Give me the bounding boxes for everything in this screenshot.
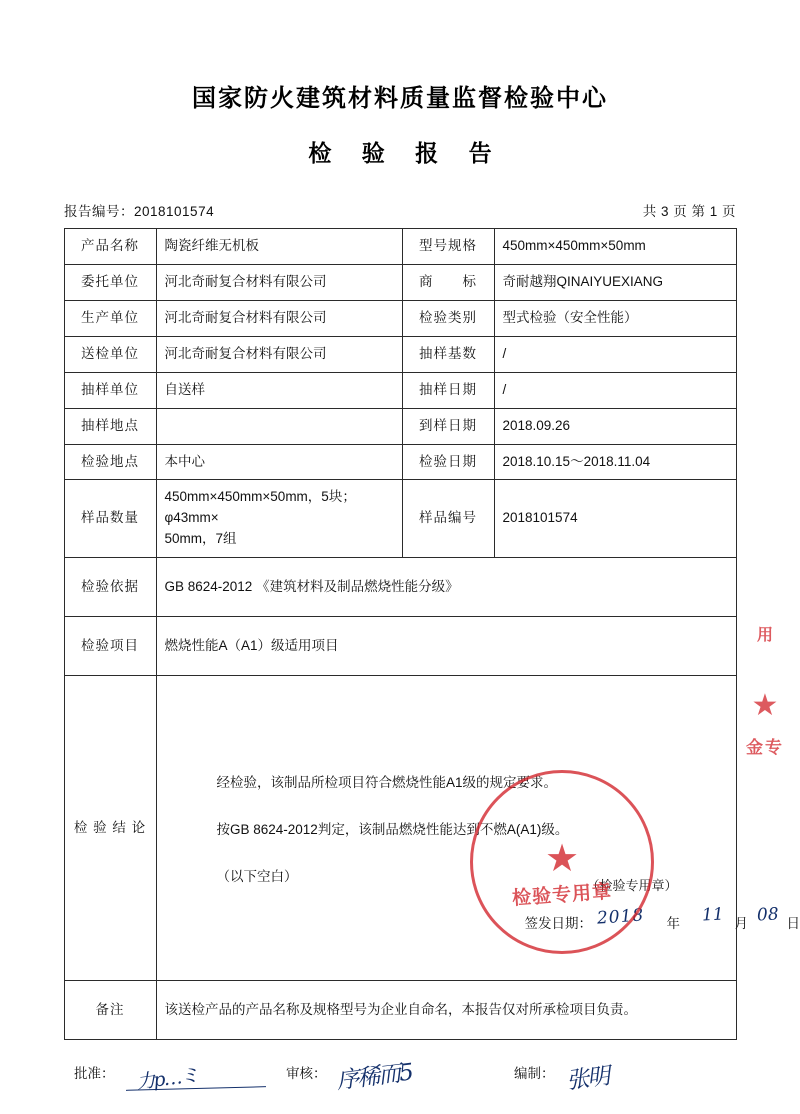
row-label-manufacturer: 生产单位 bbox=[64, 300, 156, 336]
side-seal-stamp bbox=[736, 620, 794, 785]
row-value-sample-number: 2018101574 bbox=[494, 480, 736, 558]
review-label: 审核： bbox=[286, 1066, 327, 1081]
sample-quantity-line-2: 50mm，7组 bbox=[165, 529, 394, 550]
row-value-inspection-basis: GB 8624-2012 《建筑材料及制品燃烧性能分级》 bbox=[156, 558, 736, 617]
edit-label: 编制： bbox=[514, 1066, 555, 1081]
row-value-arrival-date: 2018.09.26 bbox=[494, 408, 736, 444]
row-value-client-unit: 河北奇耐复合材料有限公司 bbox=[156, 264, 402, 300]
approve-label: 批准： bbox=[74, 1066, 115, 1081]
row-value-conclusion bbox=[156, 676, 736, 981]
table-row-basis bbox=[64, 558, 736, 617]
signature-row bbox=[64, 1056, 736, 1114]
report-table bbox=[64, 228, 737, 1040]
page-info: 共 3 页 第 1 页 bbox=[643, 200, 736, 220]
row-value-manufacturer: 河北奇耐复合材料有限公司 bbox=[156, 300, 402, 336]
row-value-inspection-item: 燃烧性能A（A1）级适用项目 bbox=[156, 617, 736, 676]
conclusion-line-1: 经检验，该制品所检项目符合燃烧性能A1级的规定要求。 bbox=[217, 743, 728, 794]
stamp-bottom-text: 检验专用章 bbox=[511, 876, 613, 910]
row-value-sample-quantity bbox=[156, 480, 402, 558]
row-label-inspection-item: 检验项目 bbox=[64, 617, 156, 676]
row-label-submitting-unit: 送检单位 bbox=[64, 336, 156, 372]
table-row bbox=[64, 444, 736, 480]
approve-handwriting: 力p…ミ bbox=[135, 1061, 199, 1095]
table-row-remark bbox=[64, 981, 736, 1040]
row-label-sampling-date: 抽样日期 bbox=[402, 372, 494, 408]
edit-signature bbox=[514, 1062, 555, 1082]
issue-date-month-unit: 月 bbox=[735, 914, 749, 935]
conclusion-line-3: （以下空白） bbox=[217, 867, 728, 888]
row-value-model-spec: 450mm×450mm×50mm bbox=[494, 229, 736, 265]
table-row bbox=[64, 372, 736, 408]
row-label-inspection-type: 检验类别 bbox=[402, 300, 494, 336]
organization-title: 国家防火建筑材料质量监督检验中心 bbox=[0, 78, 800, 113]
report-number bbox=[64, 200, 214, 220]
row-value-inspection-place: 本中心 bbox=[156, 444, 402, 480]
side-stamp-text: 金专 bbox=[736, 733, 794, 758]
side-stamp-top-text: 用 bbox=[736, 622, 794, 645]
issue-date-handwritten-month: 11 bbox=[701, 902, 724, 929]
star-icon-side: ★ bbox=[736, 691, 794, 721]
conclusion-line-2: 按GB 8624-2012判定，该制品燃烧性能达到不燃A(A1)级。 bbox=[217, 820, 728, 841]
table-row-conclusion bbox=[64, 676, 736, 981]
row-label-inspection-place: 检验地点 bbox=[64, 444, 156, 480]
table-row bbox=[64, 300, 736, 336]
row-value-submitting-unit: 河北奇耐复合材料有限公司 bbox=[156, 336, 402, 372]
review-handwriting: 序稀而5 bbox=[334, 1054, 413, 1096]
sample-quantity-line-1: 450mm×450mm×50mm，5块；φ43mm× bbox=[165, 487, 394, 529]
row-value-sampling-date: / bbox=[494, 372, 736, 408]
row-label-product-name: 产品名称 bbox=[64, 229, 156, 265]
row-label-sample-quantity: 样品数量 bbox=[64, 480, 156, 558]
row-value-sampling-unit: 自送样 bbox=[156, 372, 402, 408]
row-label-inspection-date: 检验日期 bbox=[402, 444, 494, 480]
review-signature bbox=[286, 1062, 327, 1082]
row-label-client-unit: 委托单位 bbox=[64, 264, 156, 300]
report-title: 检 验 报 告 bbox=[0, 135, 800, 168]
table-row bbox=[64, 408, 736, 444]
issue-date-label: 签发日期： bbox=[525, 914, 593, 935]
row-label-sampling-place: 抽样地点 bbox=[64, 408, 156, 444]
row-label-remark: 备注 bbox=[64, 981, 156, 1040]
table-row bbox=[64, 229, 736, 265]
report-number-label: 报告编号： bbox=[64, 204, 134, 219]
row-label-sampling-base: 抽样基数 bbox=[402, 336, 494, 372]
row-label-sampling-unit: 抽样单位 bbox=[64, 372, 156, 408]
table-row bbox=[64, 336, 736, 372]
row-label-arrival-date: 到样日期 bbox=[402, 408, 494, 444]
issue-date-handwritten-day: 08 bbox=[756, 902, 779, 929]
issue-date-year-unit: 年 bbox=[667, 914, 681, 935]
row-label-trademark: 商 标 bbox=[402, 264, 494, 300]
approve-signature bbox=[74, 1062, 115, 1082]
table-row bbox=[64, 264, 736, 300]
issue-date-handwritten-year: 2018 bbox=[596, 903, 645, 933]
edit-handwriting: 张明 bbox=[564, 1058, 610, 1096]
row-label-conclusion: 检 验 结 论 bbox=[64, 676, 156, 981]
row-value-sampling-base: / bbox=[494, 336, 736, 372]
row-value-product-name: 陶瓷纤维无机板 bbox=[156, 229, 402, 265]
table-row-item bbox=[64, 617, 736, 676]
row-label-sample-number: 样品编号 bbox=[402, 480, 494, 558]
row-value-remark: 该送检产品的产品名称及规格型号为企业自命名，本报告仅对所承检项目负责。 bbox=[156, 981, 736, 1040]
row-value-inspection-type: 型式检验（安全性能） bbox=[494, 300, 736, 336]
row-value-inspection-date: 2018.10.15～2018.11.04 bbox=[494, 444, 736, 480]
seal-caption: （检验专用章） bbox=[587, 876, 678, 896]
row-value-trademark: 奇耐越翔QINAIYUEXIANG bbox=[494, 264, 736, 300]
row-label-model-spec: 型号规格 bbox=[402, 229, 494, 265]
document-header bbox=[0, 0, 800, 168]
star-icon: ★ bbox=[545, 840, 579, 878]
table-row-sample-quantity bbox=[64, 480, 736, 558]
row-label-inspection-basis: 检验依据 bbox=[64, 558, 156, 617]
meta-row bbox=[64, 200, 736, 220]
row-value-sampling-place bbox=[156, 408, 402, 444]
report-number-value: 2018101574 bbox=[134, 204, 214, 219]
issue-date-day-unit: 日 bbox=[787, 914, 800, 935]
